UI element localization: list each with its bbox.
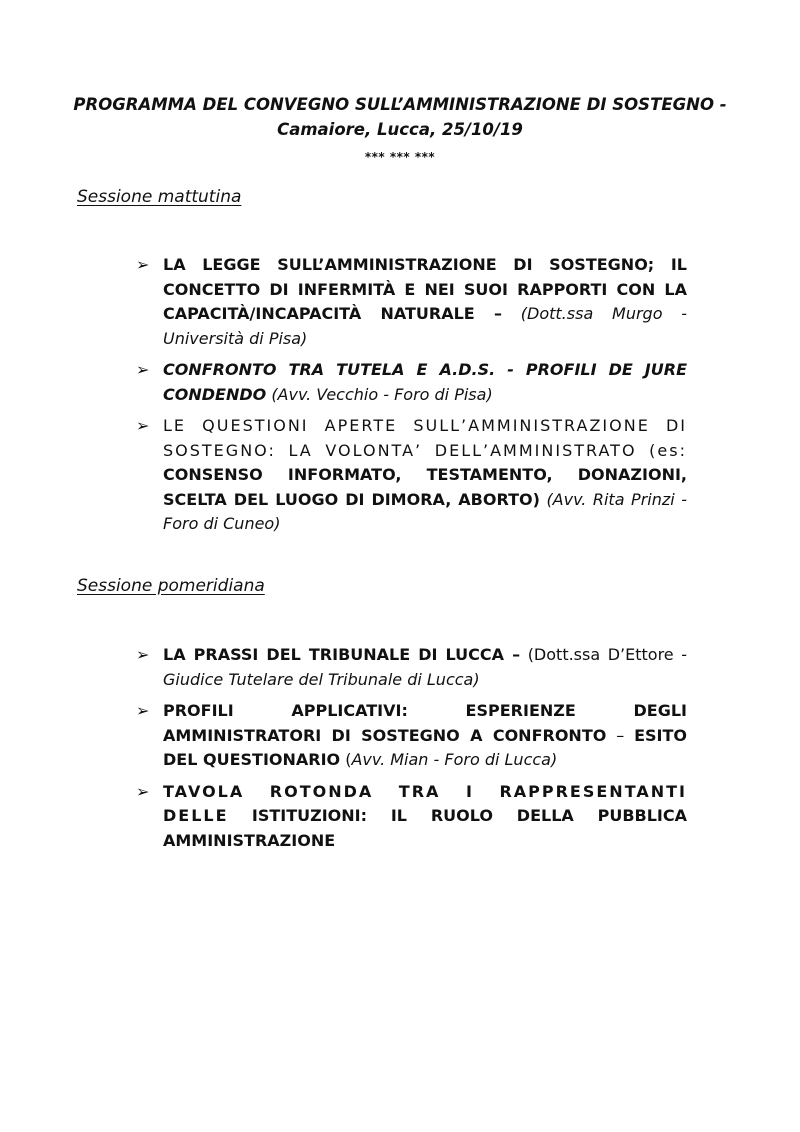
agenda-item [136, 414, 687, 537]
morning-session-heading: Sessione mattutina [77, 187, 242, 207]
agenda-topic: CONSENSO INFORMATO, TESTAMENTO, DONAZIONI, SCELTA DEL LUOGO DI DIMORA, ABORTO) [163, 465, 687, 509]
agenda-topic: PROFILI APPLICATIVI: ESPERIENZE DEGLI AMMINISTRATORI DI SOSTEGNO A CONFRONTO [163, 701, 687, 745]
agenda-topic: CONFRONTO TRA TUTELA E A.D.S. - PROFILI DE JURE CONDENDO [163, 360, 687, 404]
agenda-speaker-open: (Dott.ssa D’Ettore - [527, 645, 688, 664]
agenda-item [136, 780, 687, 854]
agenda-speaker: Avv. Mian - Foro di Lucca) [351, 750, 558, 769]
agenda-topic-tail: ESITO DEL QUESTIONARIO [163, 725, 688, 769]
arrow-bullet-icon: ➢ [136, 645, 150, 664]
agenda-topic-continued: ISTITUZIONI: IL RUOLO DELLA PUBBLICA AMMINISTRAZIONE [163, 806, 687, 850]
agenda-speaker: Giudice Tutelare del Tribunale di Lucca) [163, 669, 480, 689]
arrow-bullet-icon: ➢ [136, 255, 150, 274]
separator: *** *** *** [364, 150, 436, 164]
agenda-topic: LA LEGGE SULL’AMMINISTRAZIONE DI SOSTEGNO; IL CONCETTO DI INFERMITÀ E NEI SUOI RAPPORTI CON LA CAPACITÀ/INCAPACITÀ NATURALE – [163, 255, 687, 323]
arrow-bullet-icon: ➢ [136, 360, 150, 379]
agenda-topic-mono: LE QUESTIONI APERTE SULL’AMMINISTRAZIONE DI SOSTEGNO: LA VOLONTA’ DELL’AMMINISTRATO (es: [163, 416, 687, 460]
agenda-speaker-open: ( [345, 750, 352, 769]
title-line-1: PROGRAMMA DEL CONVEGNO SULL’AMMINISTRAZIONE DI SOSTEGNO - [73, 95, 727, 114]
agenda-item [136, 699, 687, 773]
agenda-item [136, 253, 687, 351]
agenda-speaker: (Avv. Rita Prinzi - Foro di Cuneo) [163, 489, 688, 533]
arrow-bullet-icon: ➢ [136, 781, 150, 801]
arrow-bullet-icon: ➢ [136, 701, 150, 720]
morning-agenda-list [136, 253, 687, 544]
agenda-dash: – [616, 725, 625, 745]
arrow-bullet-icon: ➢ [136, 416, 150, 435]
agenda-speaker: (Dott.ssa Murgo - Università di Pisa) [163, 304, 688, 348]
afternoon-agenda-list [136, 643, 687, 860]
title-line-2: Camaiore, Lucca, 25/10/19 [277, 120, 523, 139]
afternoon-session-heading: Sessione pomeridiana [77, 576, 265, 596]
agenda-item [136, 643, 687, 692]
page-title [60, 92, 740, 142]
agenda-speaker: (Avv. Vecchio - Foro di Pisa) [271, 384, 493, 404]
agenda-topic: LA PRASSI DEL TRIBUNALE DI LUCCA – [163, 645, 521, 664]
agenda-topic: TAVOLA ROTONDA TRA I RAPPRESENTANTI DELLE [163, 781, 687, 825]
agenda-item [136, 358, 687, 407]
